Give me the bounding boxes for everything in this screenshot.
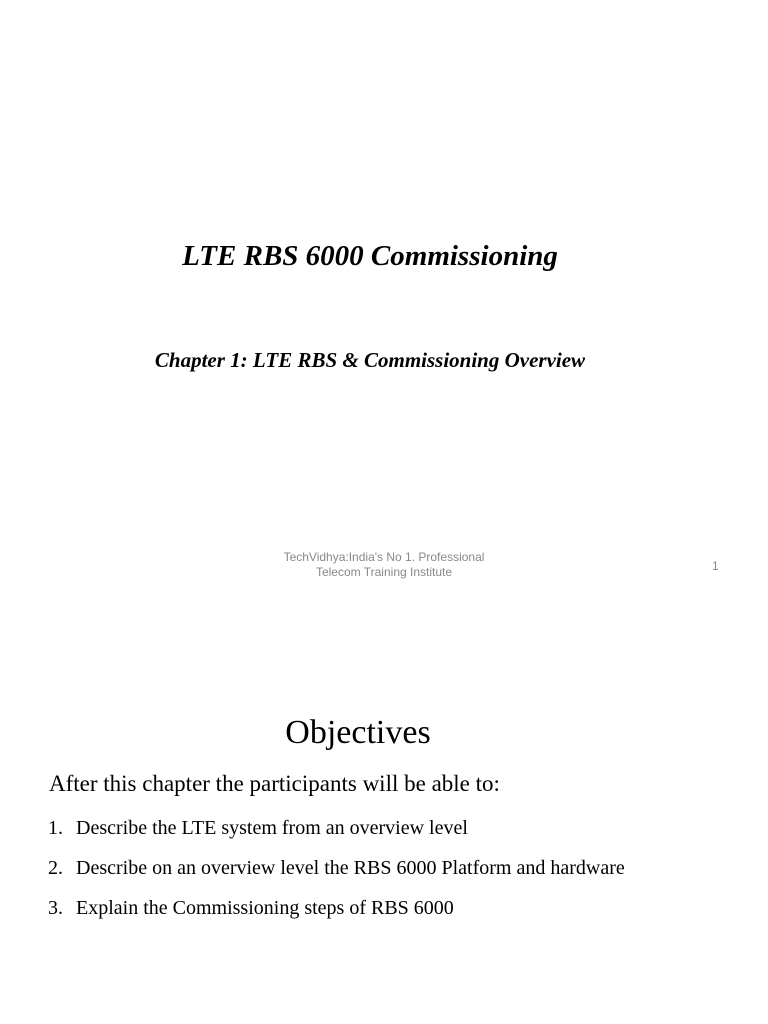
footer-line-1: TechVidhya:India's No 1. Professional	[283, 550, 485, 564]
chapter-title: Chapter 1: LTE RBS & Commissioning Overview	[154, 348, 586, 372]
list-item	[48, 816, 628, 841]
list-item-number: 3.	[48, 897, 63, 919]
objectives-list	[48, 816, 628, 936]
list-item-text: Explain the Commissioning steps of RBS 6000	[76, 897, 454, 919]
page-number: 1	[712, 559, 719, 573]
objectives-intro: After this chapter the participants will be able to:	[49, 771, 500, 796]
list-item-text: Describe the LTE system from an overview level	[76, 817, 468, 839]
list-item	[48, 856, 628, 881]
slide-footer	[234, 550, 534, 580]
objectives-heading: Objectives	[285, 714, 431, 751]
list-item-number: 2.	[48, 857, 63, 879]
footer-line-2: Telecom Training Institute	[315, 565, 453, 579]
slide-title: LTE RBS 6000 Commissioning	[182, 240, 558, 272]
list-item-number: 1.	[48, 817, 63, 839]
objectives-slide	[0, 640, 768, 1024]
list-item-text: Describe on an overview level the RBS 6000 Platform and hardware	[76, 857, 625, 879]
list-item	[48, 896, 628, 921]
